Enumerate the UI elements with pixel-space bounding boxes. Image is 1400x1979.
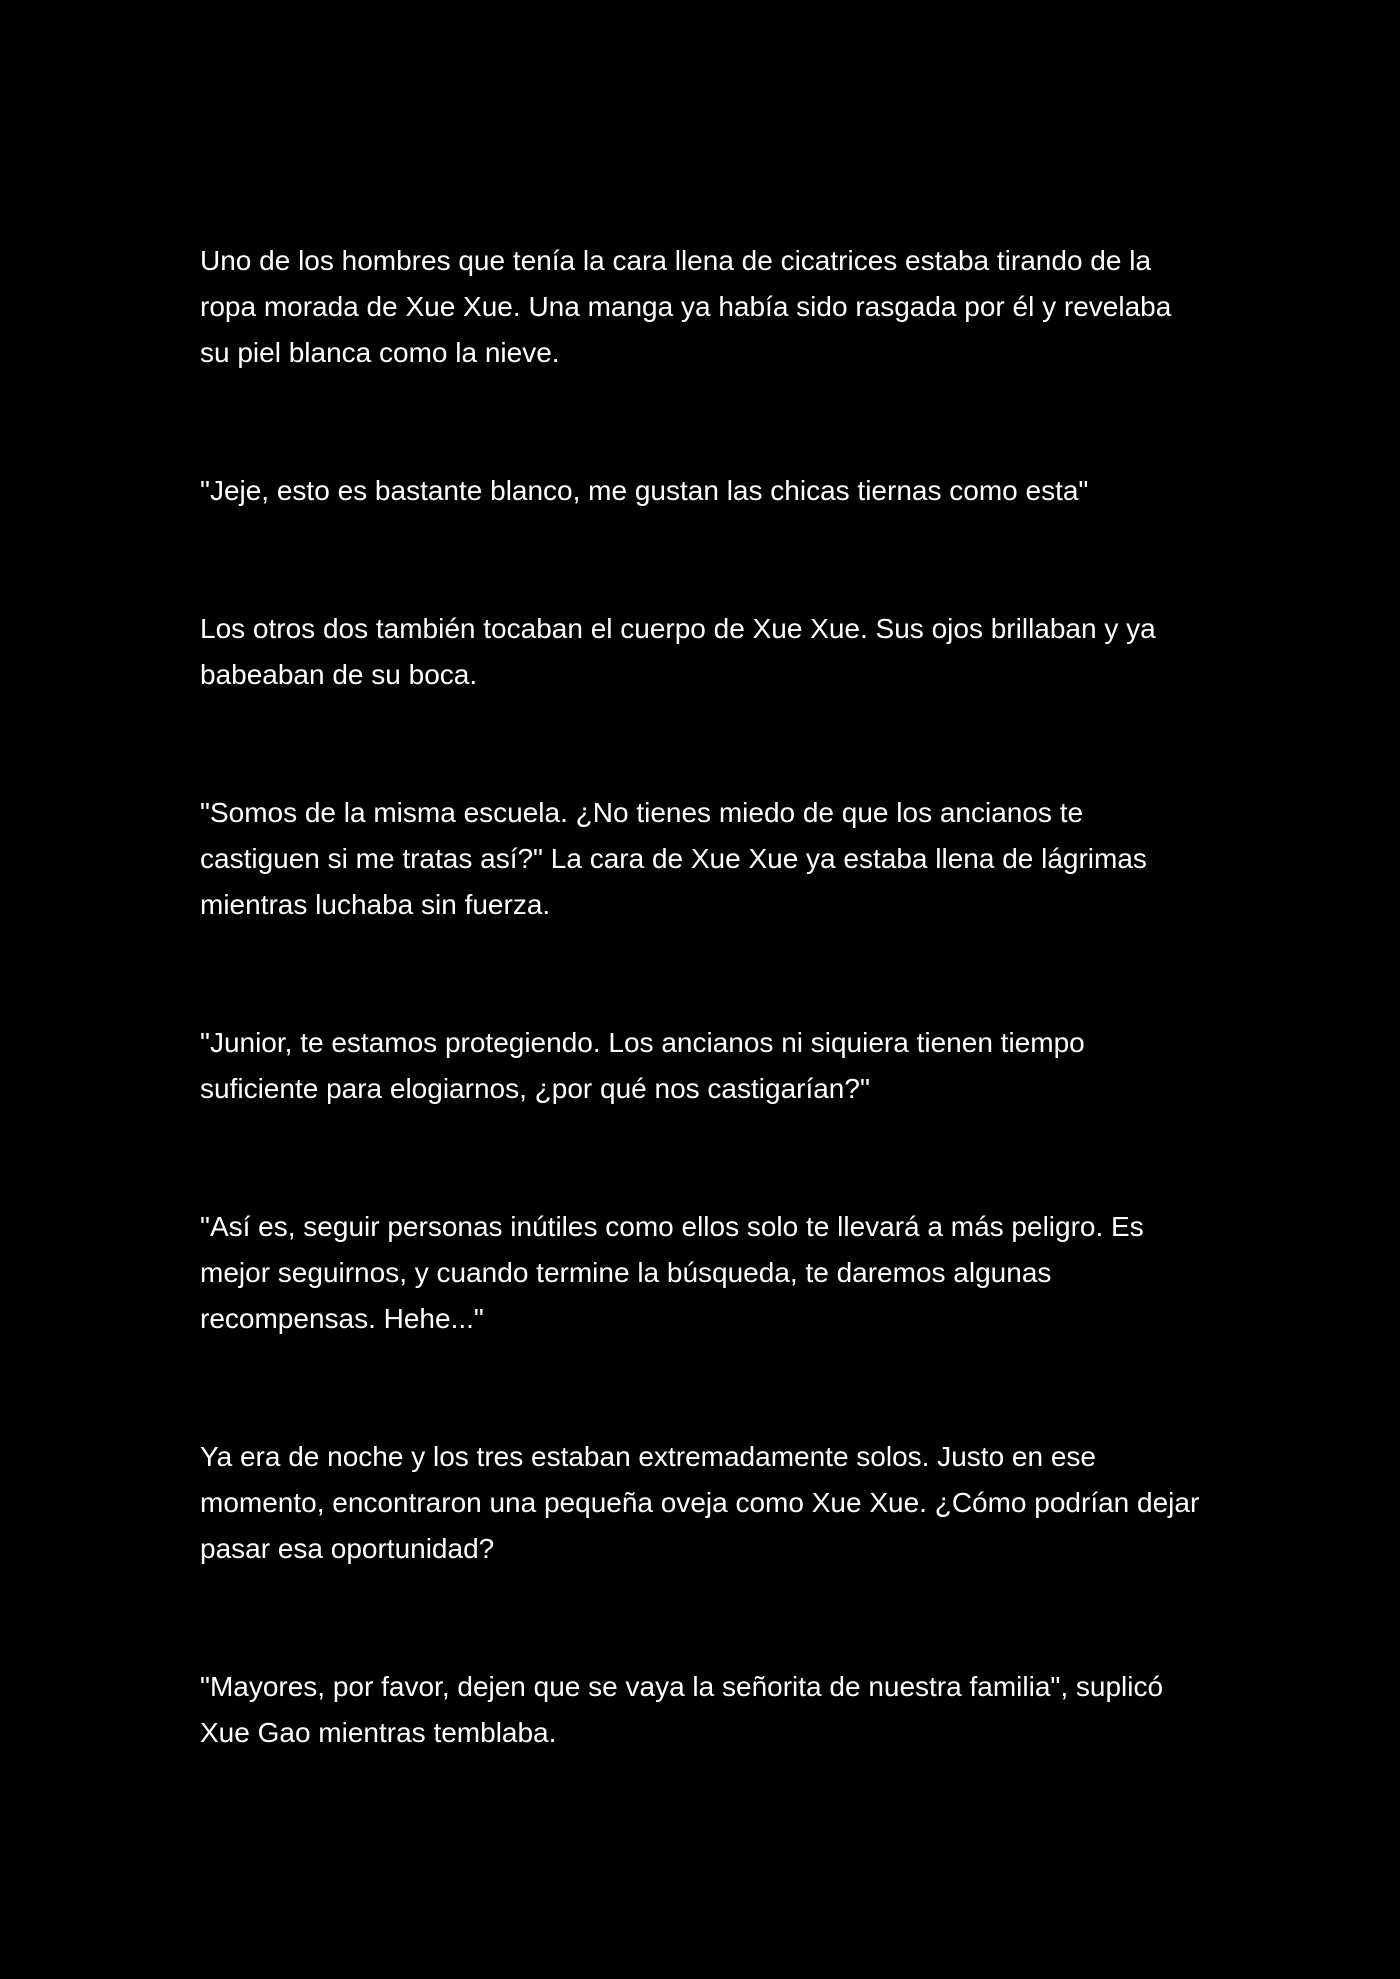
story-text [200, 238, 1205, 1848]
paragraph-1: Uno de los hombres que tenía la cara llena de cicatrices estaba tirando de la ropa morada de Xue Xue. Una manga ya había sido rasgada por él y revelaba su piel blanca como la nieve. [200, 245, 1172, 368]
paragraph-6: "Así es, seguir personas inútiles como ellos solo te llevará a más peligro. Es mejor seguirnos, y cuando termine la búsqueda, te daremos algunas recompensas. Hehe..." [200, 1211, 1144, 1334]
paragraph-2: "Jeje, esto es bastante blanco, me gustan las chicas tiernas como esta" [200, 475, 1089, 506]
paragraph-5: "Junior, te estamos protegiendo. Los ancianos ni siquiera tienen tiempo suficiente para elogiarnos, ¿por qué nos castigarían?" [200, 1027, 1085, 1104]
paragraph-3: Los otros dos también tocaban el cuerpo de Xue Xue. Sus ojos brillaban y ya babeaban de su boca. [200, 613, 1156, 690]
paragraph-4: "Somos de la misma escuela. ¿No tienes miedo de que los ancianos te castiguen si me tratas así?" La cara de Xue Xue ya estaba llena de lágrimas mientras luchaba sin fuerza. [200, 797, 1147, 920]
paragraph-7: Ya era de noche y los tres estaban extremadamente solos. Justo en ese momento, encontraron una pequeña oveja como Xue Xue. ¿Cómo podrían dejar pasar esa oportunidad? [200, 1441, 1200, 1564]
paragraph-8: "Mayores, por favor, dejen que se vaya la señorita de nuestra familia", suplicó Xue Gao mientras temblaba. [200, 1671, 1164, 1748]
